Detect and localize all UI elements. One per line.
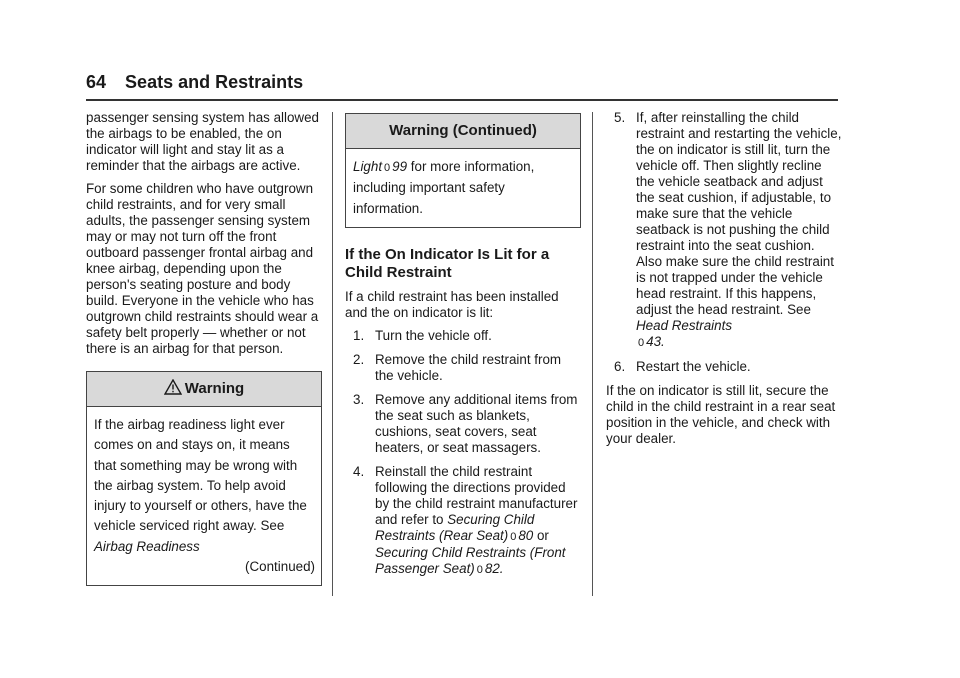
header-rule bbox=[86, 99, 838, 101]
list-item bbox=[345, 352, 581, 384]
warning-header bbox=[87, 372, 321, 407]
page-header bbox=[86, 72, 303, 93]
section-title: Seats and Restraints bbox=[125, 72, 304, 92]
or-text: or bbox=[533, 527, 549, 543]
page-ref[interactable]: 99 bbox=[392, 159, 408, 174]
column-divider bbox=[592, 112, 593, 596]
step-text: Restart the vehicle. bbox=[636, 359, 751, 374]
list-item bbox=[345, 328, 581, 344]
warning-text: for more information, including important safety information. bbox=[353, 159, 535, 216]
warning-box bbox=[86, 371, 322, 586]
airbag-readiness-link[interactable]: Airbag Readiness bbox=[94, 538, 200, 554]
page-ref[interactable]: 82 bbox=[484, 560, 500, 576]
column-2 bbox=[345, 113, 581, 586]
paragraph: If the on indicator is still lit, secure the child in the child restraint in a rear seat position in the vehicle, and check with your dealer. bbox=[606, 383, 836, 446]
securing-front-seat-link[interactable]: Securing Child Restraints (Front Passenger Seat) bbox=[375, 544, 566, 576]
section-heading: If the On Indicator Is Lit for a Child Restraint bbox=[345, 245, 550, 281]
head-restraints-link[interactable]: Head Restraints bbox=[636, 318, 733, 333]
step-number: 6. bbox=[614, 359, 626, 374]
punctuation: . bbox=[499, 560, 504, 576]
warning-box-continued bbox=[345, 113, 581, 228]
steps-list bbox=[606, 110, 842, 375]
column-divider bbox=[332, 112, 333, 596]
page-ref-symbol: 0 bbox=[638, 337, 645, 349]
paragraph: passenger sensing system has allowed the airbags to be enabled, the on indicator will light and stay lit as a reminder that the airbags are active. bbox=[86, 110, 319, 173]
step-number: 5. bbox=[614, 110, 626, 125]
continued-label: (Continued) bbox=[245, 559, 315, 575]
page-number: 64 bbox=[86, 72, 107, 92]
list-item bbox=[345, 392, 581, 456]
step-number: 2. bbox=[353, 351, 365, 367]
step-text: If, after reinstalling the child restraint and restarting the vehicle, the on indicator is still lit, turn the vehicle off. Then slightly recline the vehicle seatback and adjust the seat cushion, if adjustable, to make sure that the vehicle seatback is not pushing the child restraint into the seat cushion. Also make sure the child restraint is not trapped under the vehicle head restraint. bbox=[636, 110, 842, 301]
warning-text: If the airbag readiness light ever comes on and stays on, it means that something may be wrong with the airbag system. To help avoid injury to yourself or others, have the vehicle serviced right away. See bbox=[94, 417, 307, 534]
column-3 bbox=[606, 110, 842, 454]
step-text: Remove any additional items from the seat such as blankets, cushions, seat covers, seat heaters, or seat massagers. bbox=[375, 391, 578, 455]
warning-title: Warning bbox=[184, 380, 245, 397]
step-number: 3. bbox=[353, 391, 365, 407]
light-link[interactable]: Light bbox=[353, 159, 383, 174]
warning-triangle-icon bbox=[164, 379, 182, 395]
list-item bbox=[606, 110, 842, 351]
list-item bbox=[606, 359, 842, 375]
page-ref[interactable]: 80 bbox=[518, 527, 534, 543]
step-number: 1. bbox=[353, 327, 365, 343]
column-1 bbox=[86, 110, 322, 586]
warning-body bbox=[346, 149, 580, 227]
list-item bbox=[345, 464, 581, 578]
step-number: 4. bbox=[353, 463, 365, 479]
step-text: Turn the vehicle off. bbox=[375, 327, 492, 343]
page-ref[interactable]: 43 bbox=[646, 334, 662, 349]
warning-body bbox=[87, 407, 321, 585]
page-ref-symbol: 0 bbox=[384, 162, 391, 174]
warning-header: Warning (Continued) bbox=[346, 114, 580, 149]
punctuation: . bbox=[661, 334, 665, 349]
page-ref-symbol: 0 bbox=[510, 530, 517, 543]
step-text: Remove the child restraint from the vehicle. bbox=[375, 351, 562, 383]
paragraph: If a child restraint has been installed and the on indicator is lit: bbox=[345, 288, 559, 320]
step-text: Reinstall the child restraint following the directions provided by the child restraint manufacturer and refer to bbox=[375, 463, 578, 527]
page-ref-symbol: 0 bbox=[476, 563, 483, 576]
paragraph: For some children who have outgrown child restraints, and for very small adults, the passenger sensing system may or may not turn off the front outboard passenger frontal airbag and knee airbag, depending upon the person's seating posture and body build. Everyone in the vehicle who has outgrown child restraints should wear a safety belt properly — whether or not there is an airbag for that person. bbox=[86, 181, 319, 356]
securing-rear-seat-link[interactable]: Securing Child Restraints (Rear Seat) bbox=[375, 511, 535, 543]
steps-list bbox=[345, 328, 581, 578]
step-text: If this happens, adjust the head restraint. See bbox=[636, 286, 817, 317]
